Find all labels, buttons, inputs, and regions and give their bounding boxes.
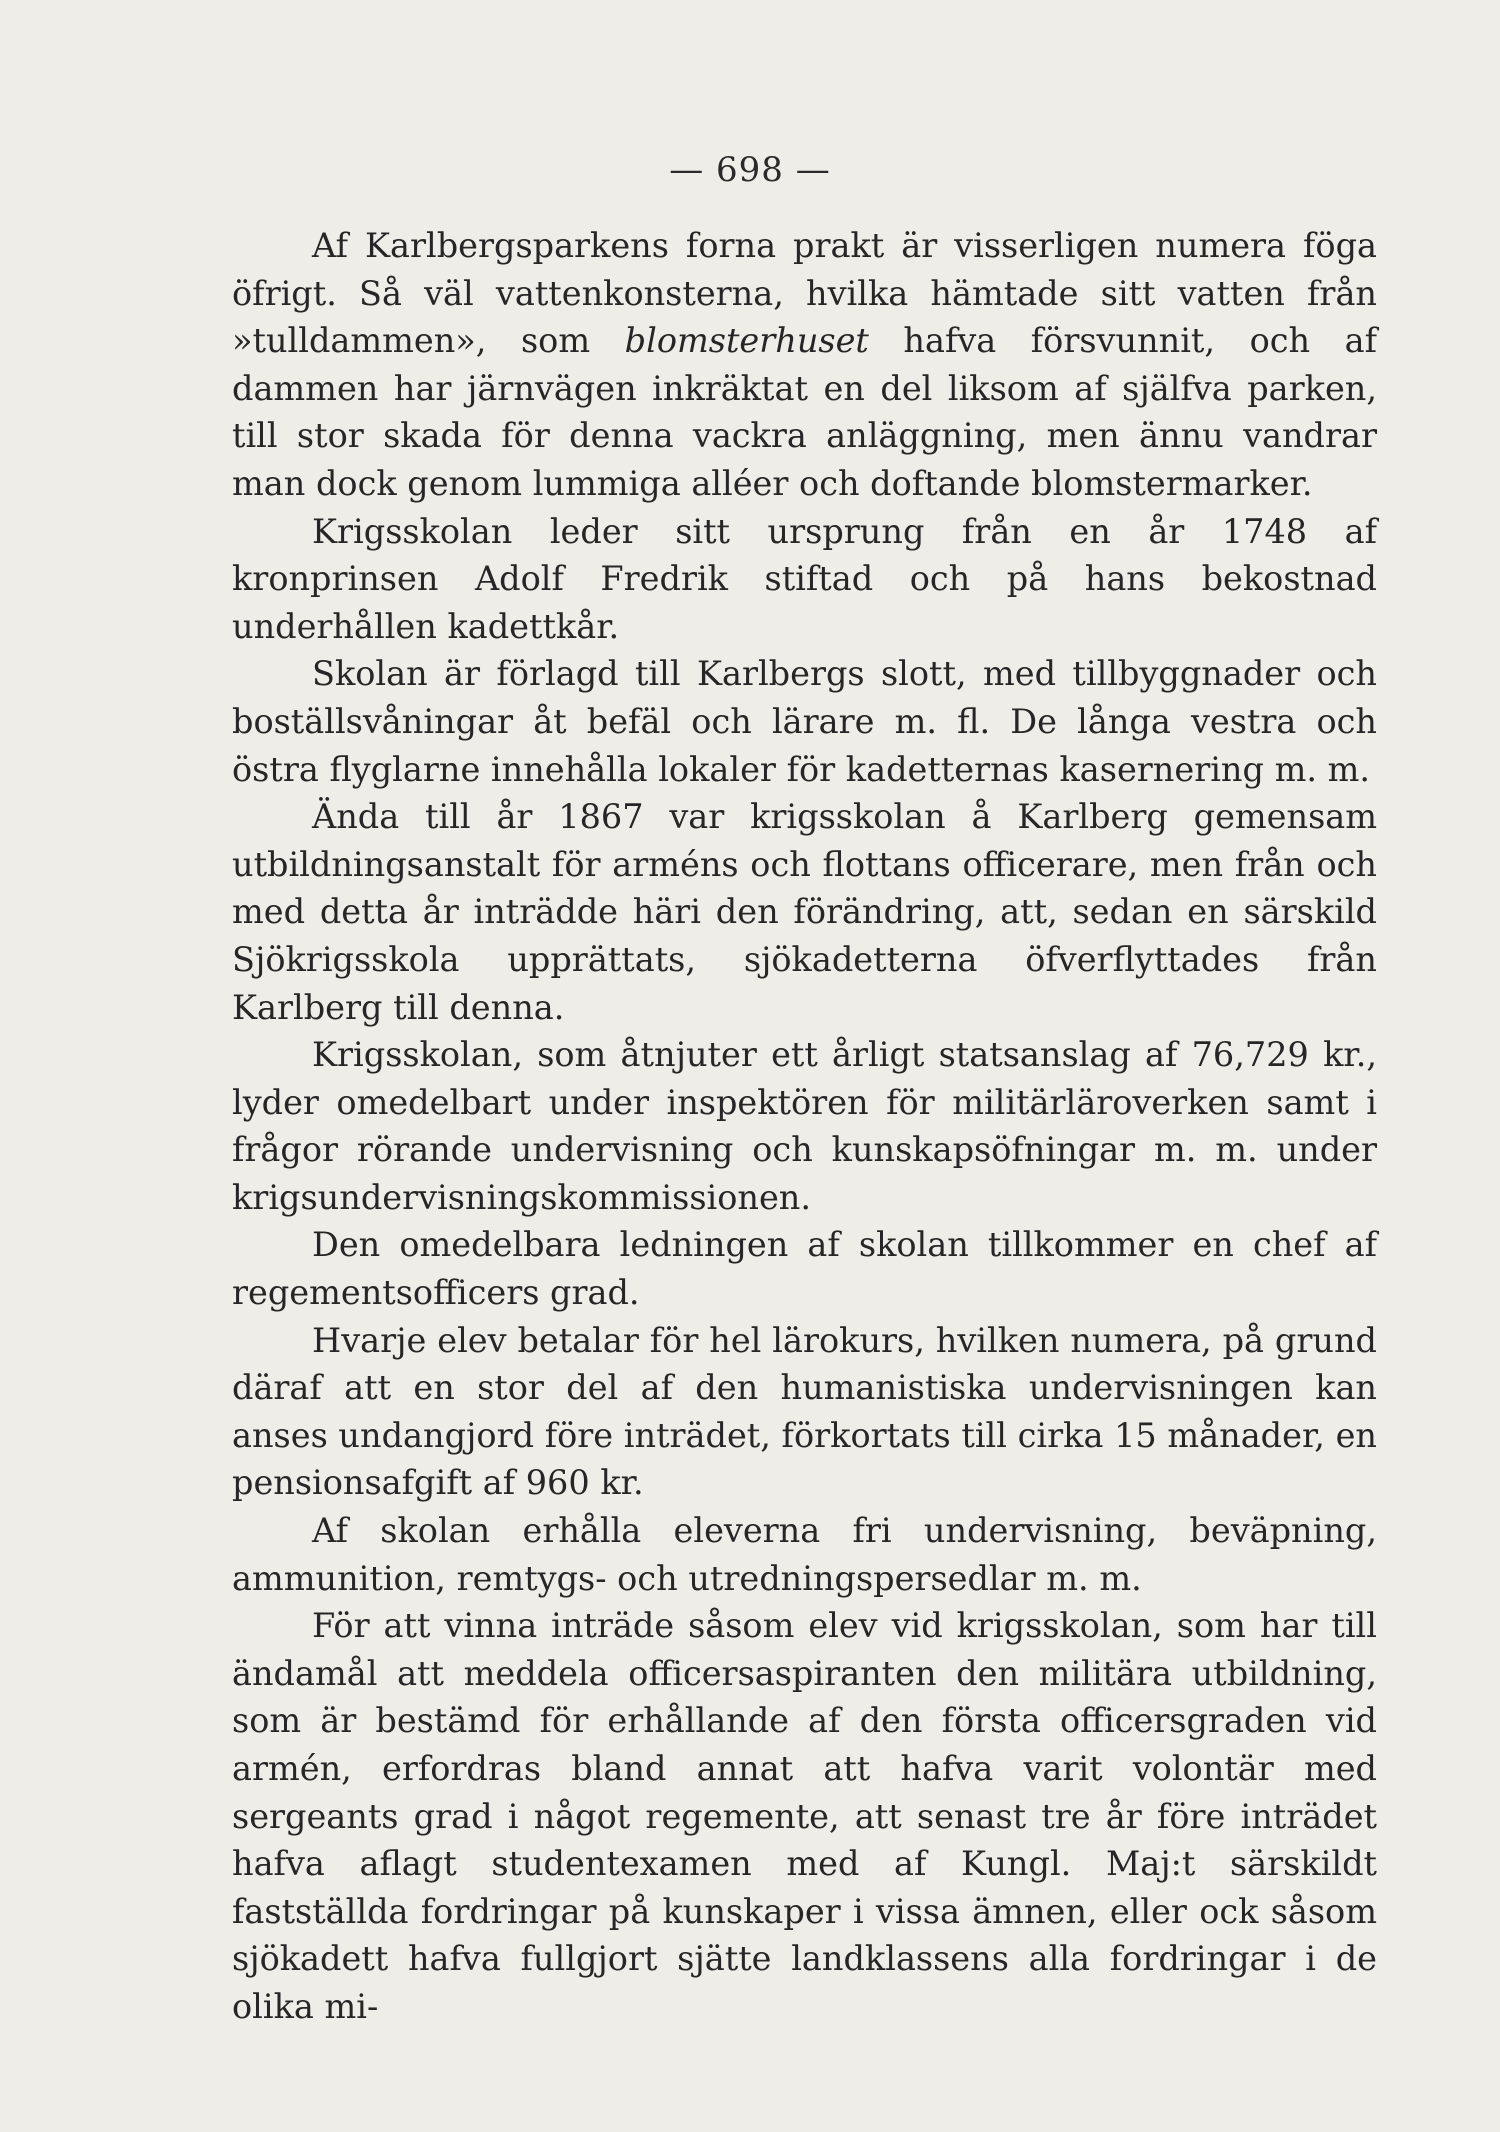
- paragraph-pensionsafgift: Hvarje elev betalar för hel lärokurs, hvilken numera, på grund däraf att en stor del af den humanistiska undervisningen kan anses undangjord före inträdet, förkortats till cirka 15 månader, en pensionsafgift af 960 kr.: [232, 1320, 1377, 1503]
- paragraph-text: Af Karlbergsparkens forna prakt är visserligen numera föga öfrigt. Så väl vattenkonsterna, hvilka hämtade sitt vatten från »tulldammen», som: [232, 226, 1377, 361]
- paragraph-utrustning: Af skolan erhålla eleverna fri undervisning, beväpning, ammunition, remtygs- och utredningspersedlar m. m.: [232, 1511, 1377, 1598]
- emphasized-term: blomsterhuset: [624, 321, 869, 361]
- paragraph-ledning: Den omedelbara ledningen af skolan tillkommer en chef af regementsofficers grad.: [232, 1225, 1377, 1313]
- paragraph-text: hafva försvunnit, och af dammen har järnvägen inkräktat en del liksom af själfva parken, till stor skada för denna vackra anläggning, men ännu vandrar man dock genom lummiga alléer och doftande blomstermarker.: [232, 321, 1377, 503]
- paragraph-intrade: För att vinna inträde såsom elev vid krigsskolan, som har till ändamål att meddela officersaspiranten den militära utbildning, som är bestämd för erhållande af den första officersgraden vid armén, erfordras bland annat att hafva varit volontär med sergeants grad i något regemente, att senast tre år före inträdet hafva aflagt studentexamen med af Kungl. Maj:t särskildt fastställda fordringar på kunskaper i vissa ämnen, eller ock såsom sjökadett hafva fullgjort sjätte landklassens alla fordringar i de olika mi-: [232, 1606, 1377, 2026]
- paragraph-karlbergsparken: [232, 222, 1377, 508]
- body-text: [232, 222, 1377, 2031]
- paragraph-forlaggning: Skolan är förlagd till Karlbergs slott, med tillbyggnader och boställsvåningar åt befäl och lärare m. fl. De långa vestra och östra flyglarne innehålla lokaler för kadetternas kasernering m. m.: [232, 654, 1377, 789]
- page-number: — 698 —: [669, 150, 831, 190]
- paragraph-historia: Ända till år 1867 var krigsskolan å Karlberg gemensam utbildningsanstalt för arméns och flottans officerare, men från och med detta år inträdde häri den förändring, att, sedan en särskild Sjökrigsskola upprättats, sjökadetterna öfverflyttades från Karlberg till denna.: [232, 797, 1377, 1027]
- paragraph-statsanslag: Krigsskolan, som åtnjuter ett årligt statsanslag af 76,729 kr., lyder omedelbart under inspektören för militärläroverken samt i frågor rörande undervisning och kunskapsöfningar m. m. under krigsundervisningskommissionen.: [232, 1035, 1377, 1217]
- paragraph-ursprung: Krigsskolan leder sitt ursprung från en år 1748 af kronprinsen Adolf Fredrik stiftad och på hans bekostnad underhållen kadettkår.: [232, 511, 1377, 646]
